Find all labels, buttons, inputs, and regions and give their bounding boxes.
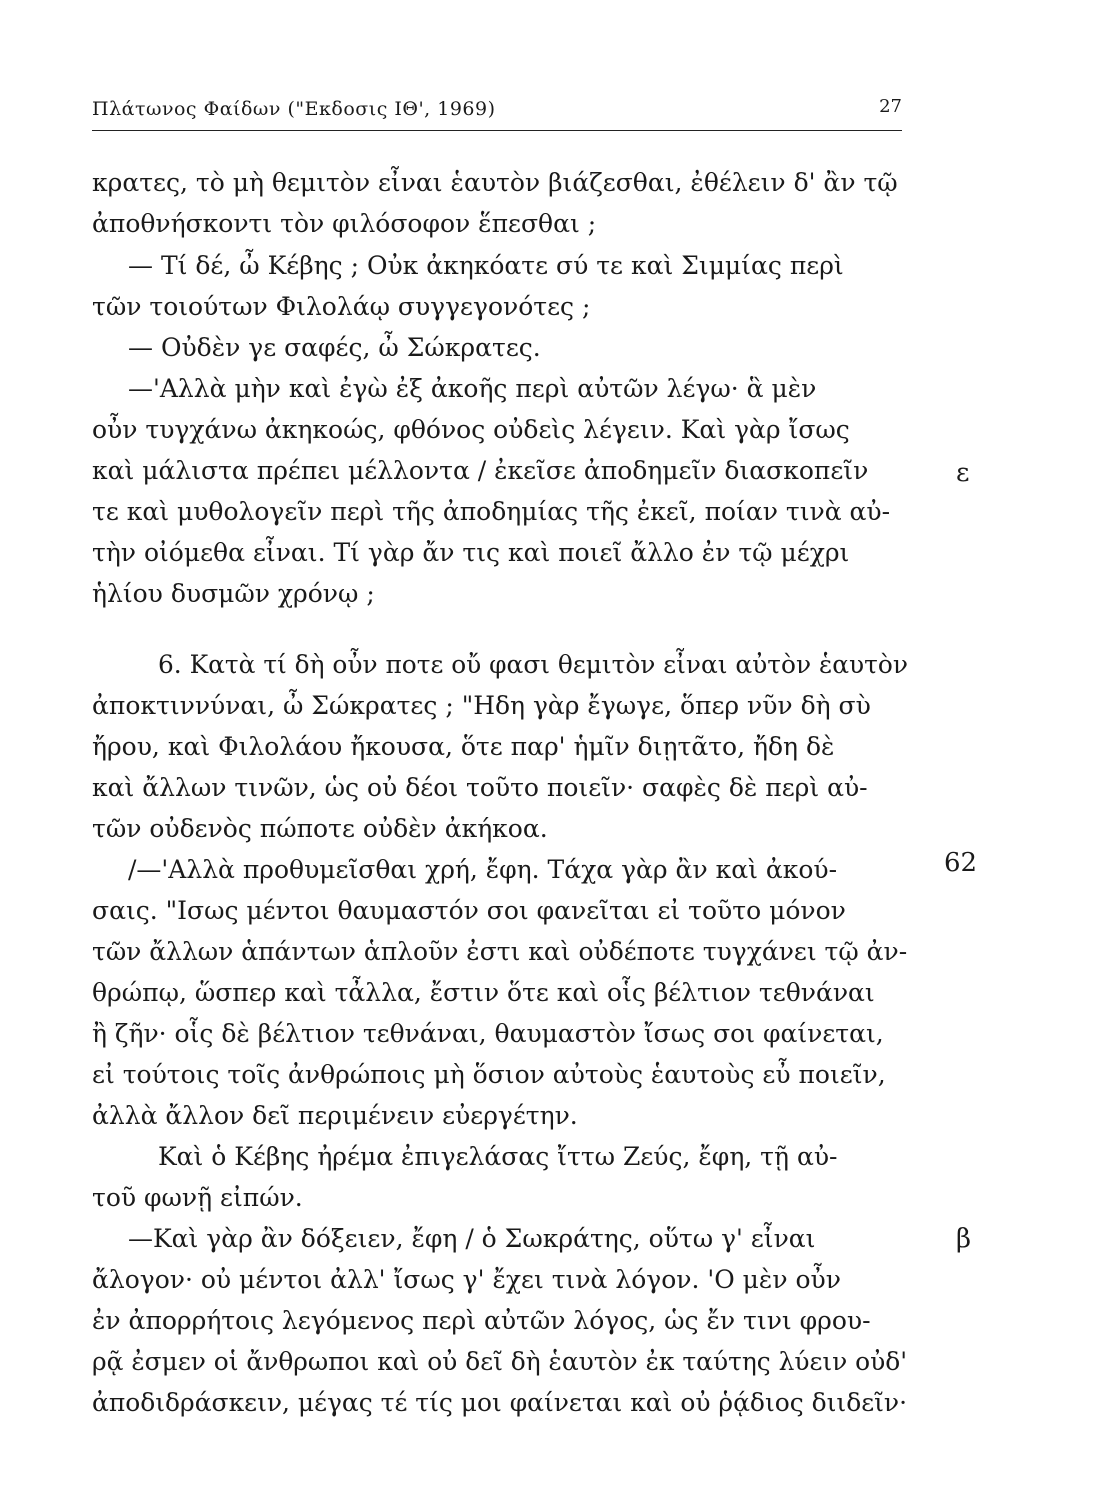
text-line: — Τί δέ, ὦ Κέβης ; Οὐκ ἀκηκόατε σύ τε καὶ Σιμμίας περὶ [128, 251, 844, 280]
running-header [92, 96, 902, 131]
text-line: σαις. "Ισως μέντοι θαυμαστόν σοι φανεῖται εἰ τοῦτο μόνον [92, 896, 846, 925]
text-line: κρατες, τὸ μὴ θεμιτὸν εἶναι ἑαυτὸν βιάζεσθαι, ἐθέλειν δ' ἂν τῷ [92, 168, 898, 197]
text-line: τὴν οἰόμεθα εἶναι. Τί γὰρ ἄν τις καὶ ποιεῖ ἄλλο ἐν τῷ μέχρι [92, 538, 850, 567]
text-line: — Οὐδὲν γε σαφές, ὦ Σώκρατες. [128, 333, 541, 362]
text-line: τῶν ἄλλων ἁπάντων ἁπλοῦν ἐστι καὶ οὐδέποτε τυγχάνει τῷ ἀν- [92, 937, 908, 966]
text-line: Καὶ ὁ Κέβης ἠρέμα ἐπιγελάσας ἴττω Ζεύς, ἔφη, τῇ αὐ- [158, 1142, 838, 1171]
margin-note: ε [956, 458, 970, 488]
text-line: ἀλλὰ ἄλλον δεῖ περιμένειν εὐεργέτην. [92, 1101, 578, 1130]
margin-note: β [956, 1224, 972, 1254]
text-line: τε καὶ μυθολογεῖν περὶ τῆς ἀποδημίας τῆς ἐκεῖ, ποίαν τινὰ αὐ- [92, 497, 891, 526]
text-line: ἐν ἀπορρήτοις λεγόμενος περὶ αὐτῶν λόγος, ὡς ἔν τινι φρου- [92, 1306, 871, 1335]
page-number: 27 [879, 96, 902, 117]
text-line: ἀποθνήσκοντι τὸν φιλόσοφον ἕπεσθαι ; [92, 209, 597, 238]
text-line: —Καὶ γὰρ ἂν δόξειεν, ἔφη / ὁ Σωκράτης, οὕτω γ' εἶναι [128, 1224, 816, 1253]
text-line: καὶ ἄλλων τινῶν, ὡς οὐ δέοι τοῦτο ποιεῖν· σαφὲς δὲ περὶ αὐ- [92, 773, 868, 802]
text-line: —'Αλλὰ μὴν καὶ ἐγὼ ἐξ ἀκοῆς περὶ αὐτῶν λέγω· ἃ μὲν [128, 374, 817, 403]
text-line: ἀποδιδράσκειν, μέγας τέ τίς μοι φαίνεται καὶ οὐ ῥᾴδιος διιδεῖν· [92, 1388, 908, 1417]
text-line: ἤρου, καὶ Φιλολάου ἤκουσα, ὅτε παρ' ἡμῖν διῃτᾶτο, ἤδη δὲ [92, 732, 835, 761]
text-line: 6. Κατὰ τί δὴ οὖν ποτε οὔ φασι θεμιτὸν εἶναι αὐτὸν ἑαυτὸν [158, 650, 908, 679]
text-line: θρώπῳ, ὥσπερ καὶ τἆλλα, ἔστιν ὅτε καὶ οἷς βέλτιον τεθνάναι [92, 978, 875, 1007]
text-line: /—'Αλλὰ προθυμεῖσθαι χρή, ἔφη. Τάχα γὰρ ἂν καὶ ἀκού- [128, 855, 838, 884]
text-line: τοῦ φωνῇ εἰπών. [92, 1183, 303, 1212]
text-line: τῶν τοιούτων Φιλολάῳ συγγεγονότες ; [92, 292, 591, 321]
text-line: οὖν τυγχάνω ἀκηκοώς, φθόνος οὐδεὶς λέγειν. Καὶ γὰρ ἴσως [92, 415, 850, 444]
text-line: ρᾷ ἐσμεν οἱ ἄνθρωποι καὶ οὐ δεῖ δὴ ἑαυτὸν ἐκ ταύτης λύειν οὐδ' [92, 1347, 908, 1376]
text-line: ἄλογον· οὐ μέντοι ἀλλ' ἴσως γ' ἔχει τινὰ λόγον. 'Ο μὲν οὖν [92, 1265, 841, 1294]
text-line: τῶν οὐδενὸς πώποτε οὐδὲν ἀκήκοα. [92, 814, 548, 843]
running-title: Πλάτωνος Φαίδων ("Εκδοσις ΙΘ', 1969) [92, 98, 496, 120]
text-line: καὶ μάλιστα πρέπει μέλλοντα / ἐκεῖσε ἀποδημεῖν διασκοπεῖν [92, 456, 869, 485]
margin-note: 62 [944, 848, 978, 878]
text-line: εἰ τούτοις τοῖς ἀνθρώποις μὴ ὅσιον αὐτοὺς ἑαυτοὺς εὖ ποιεῖν, [92, 1060, 886, 1089]
text-line: ἢ ζῆν· οἷς δὲ βέλτιον τεθνάναι, θαυμαστὸν ἴσως σοι φαίνεται, [92, 1019, 884, 1048]
text-line: ἡλίου δυσμῶν χρόνῳ ; [92, 579, 375, 608]
text-line: ἀποκτιννύναι, ὦ Σώκρατες ; "Ηδη γὰρ ἔγωγε, ὅπερ νῦν δὴ σὺ [92, 691, 871, 720]
